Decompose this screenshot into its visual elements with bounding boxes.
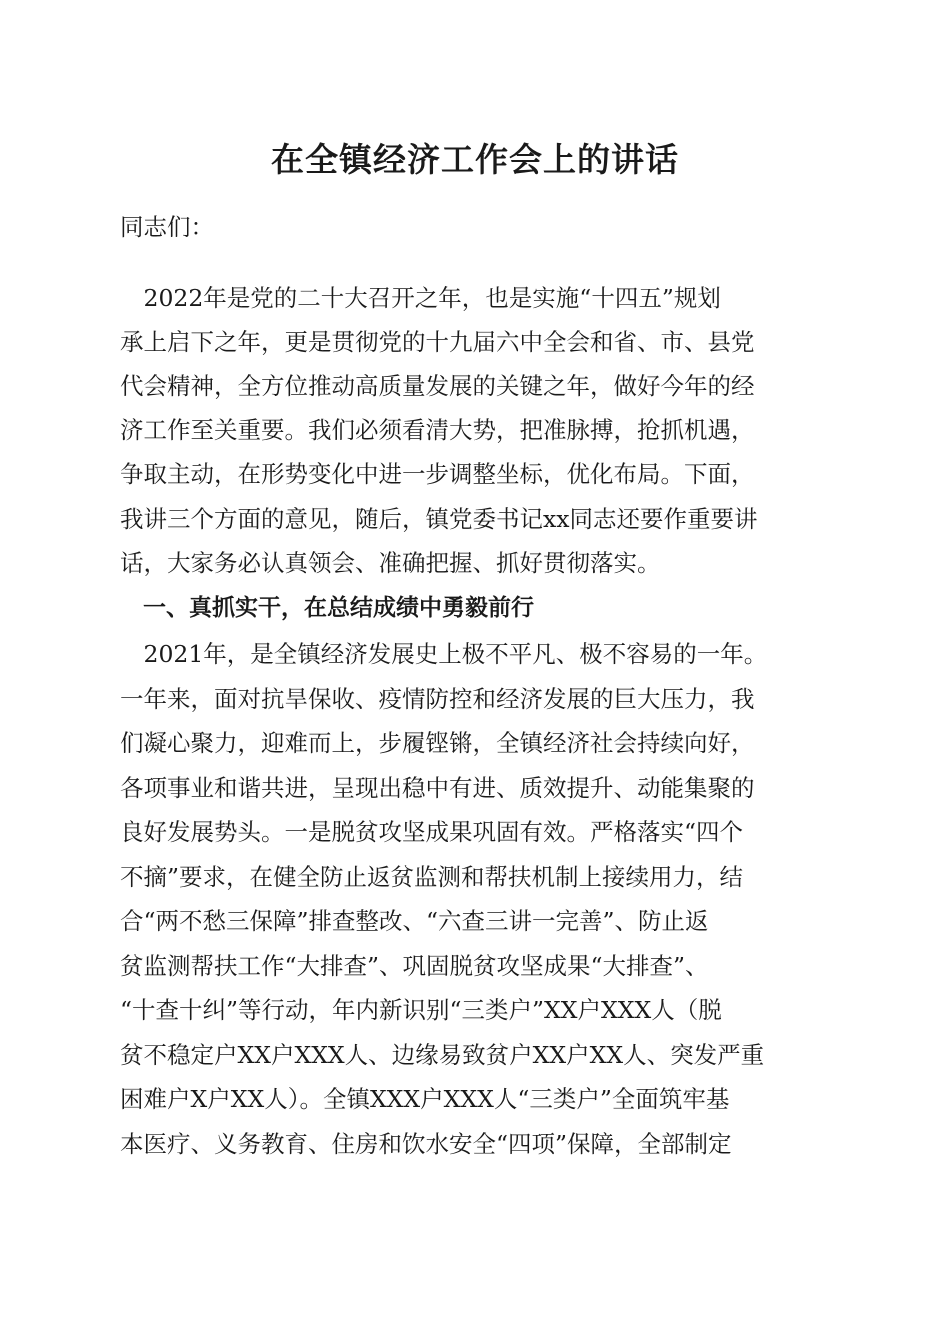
paragraph-1-line: 2022年是党的二十大召开之年，也是实施“十四五”规划 bbox=[120, 284, 721, 312]
paragraph-1-line: 济工作至关重要。我们必须看清大势，把准脉搏，抢抓机遇， bbox=[120, 416, 755, 444]
paragraph-1-line: 话，大家务必认真领会、准确把握、抓好贯彻落实。 bbox=[120, 549, 661, 577]
paragraph-2-line: 不摘”要求，在健全防止返贫监测和帮扶机制上接续用力，结 bbox=[120, 863, 744, 891]
paragraph-1-line: 代会精神，全方位推动高质量发展的关键之年，做好今年的经 bbox=[120, 372, 755, 400]
paragraph-2-line: 困难户X户XX人）。全镇XXX户XXX人“三类户”全面筑牢基 bbox=[120, 1085, 730, 1113]
section-heading: 一、真抓实干，在总结成绩中勇毅前行 bbox=[120, 595, 534, 621]
paragraph-2-line: 一年来，面对抗旱保收、疫情防控和经济发展的巨大压力，我 bbox=[120, 685, 755, 713]
paragraph-2-line: 贫监测帮扶工作“大排查”、巩固脱贫攻坚成果“大排查”、 bbox=[120, 952, 709, 980]
salutation: 同志们： bbox=[120, 213, 214, 241]
paragraph-1-line: 争取主动，在形势变化中进一步调整坐标，优化布局。下面， bbox=[120, 460, 755, 488]
paragraph-1-line: 承上启下之年，更是贯彻党的十九届六中全会和省、市、县党 bbox=[120, 328, 755, 356]
paragraph-1-line: 我讲三个方面的意见，随后，镇党委书记xx同志还要作重要讲 bbox=[120, 505, 758, 533]
paragraph-2-line: 合“两不愁三保障”排查整改、“六查三讲一完善”、防止返 bbox=[120, 907, 709, 935]
paragraph-2-line: 良好发展势头。一是脱贫攻坚成果巩固有效。严格落实“四个 bbox=[120, 818, 744, 846]
paragraph-2-line: “十查十纠”等行动，年内新识别“三类户”XX户XXX人（脱 bbox=[120, 996, 722, 1024]
paragraph-2-line: 各项事业和谐共进，呈现出稳中有进、质效提升、动能集聚的 bbox=[120, 774, 755, 802]
paragraph-2-line: 们凝心聚力，迎难而上，步履铿锵，全镇经济社会持续向好， bbox=[120, 729, 755, 757]
paragraph-2-line: 2021年，是全镇经济发展史上极不平凡、极不容易的一年。 bbox=[120, 640, 768, 668]
paragraph-2-line: 贫不稳定户XX户XXX人、边缘易致贫户XX户XX人、突发严重 bbox=[120, 1041, 765, 1069]
paragraph-2-line: 本医疗、义务教育、住房和饮水安全“四项”保障，全部制定 bbox=[120, 1130, 732, 1158]
page-title: 在全镇经济工作会上的讲话 bbox=[271, 140, 679, 179]
